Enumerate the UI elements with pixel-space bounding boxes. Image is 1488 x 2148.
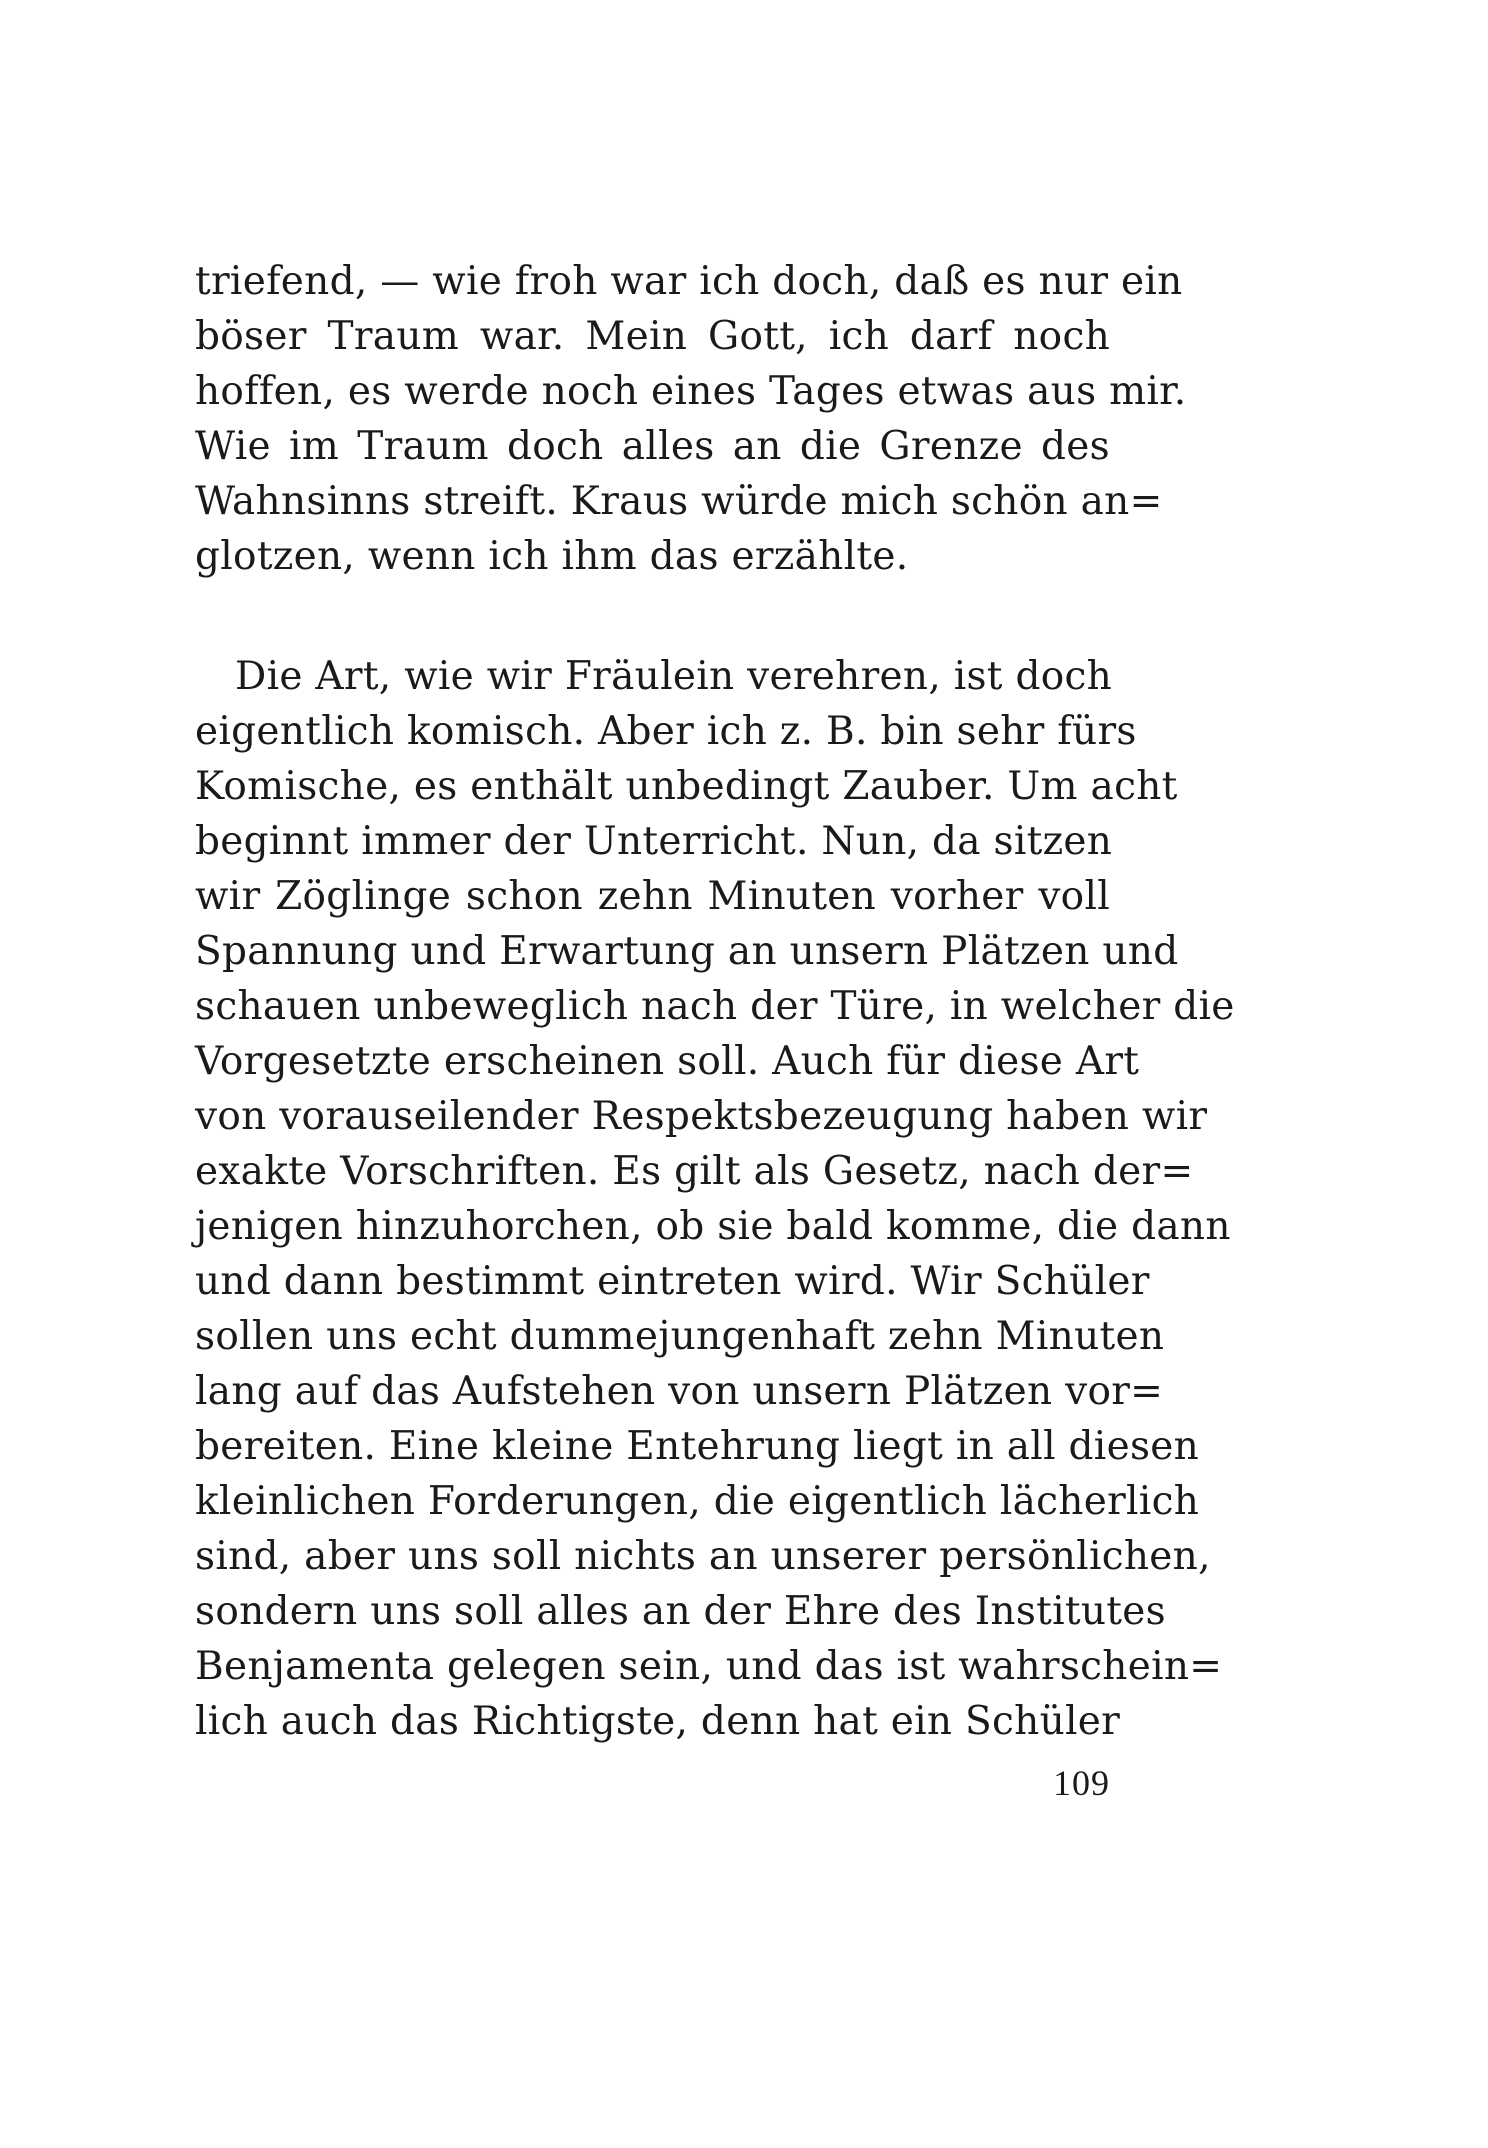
text-line: sondern uns soll alles an der Ehre des Institutes bbox=[195, 1589, 1166, 1634]
text-line: triefend, — wie froh war ich doch, daß es nur ein bbox=[195, 259, 1183, 304]
text-line: und dann bestimmt eintreten wird. Wir Schüler bbox=[195, 1259, 1150, 1304]
text-line: sind, aber uns soll nichts an unserer persönlichen, bbox=[195, 1534, 1211, 1579]
text-line: bereiten. Eine kleine Entehrung liegt in all diesen bbox=[195, 1424, 1200, 1469]
text-line: schauen unbeweglich nach der Türe, in welcher die bbox=[195, 984, 1235, 1029]
text-line: kleinlichen Forderungen, die eigentlich lächerlich bbox=[195, 1479, 1200, 1524]
text-line: wir Zöglinge schon zehn Minuten vorher voll bbox=[195, 874, 1110, 919]
text-line: jenigen hinzuhorchen, ob sie bald komme, die dann bbox=[195, 1204, 1231, 1249]
text-line: hoffen, es werde noch eines Tages etwas aus mir. bbox=[195, 369, 1187, 414]
text-line: Die Art, wie wir Fräulein verehren, ist doch bbox=[235, 654, 1113, 699]
text-line: glotzen, wenn ich ihm das erzählte. bbox=[195, 534, 909, 579]
text-line: lang auf das Aufstehen von unsern Plätzen vor= bbox=[195, 1369, 1164, 1414]
text-line: eigentlich komisch. Aber ich z. B. bin sehr fürs bbox=[195, 709, 1137, 754]
text-line: Spannung und Erwartung an unsern Plätzen und bbox=[195, 929, 1179, 974]
text-line: Vorgesetzte erscheinen soll. Auch für diese Art bbox=[195, 1039, 1140, 1084]
page-number: 109 bbox=[1053, 1763, 1110, 1803]
text-line: exakte Vorschriften. Es gilt als Gesetz, nach der= bbox=[195, 1149, 1194, 1194]
text-line: von vorauseilender Respektsbezeugung haben wir bbox=[195, 1094, 1208, 1139]
text-line: beginnt immer der Unterricht. Nun, da sitzen bbox=[195, 819, 1113, 864]
text-line: lich auch das Richtigste, denn hat ein Schüler bbox=[195, 1699, 1121, 1744]
text-line: Wahnsinns streift. Kraus würde mich schön an= bbox=[195, 479, 1163, 524]
text-line: Benjamenta gelegen sein, und das ist wahrschein= bbox=[195, 1644, 1223, 1689]
paragraph-2 bbox=[195, 649, 1235, 1749]
text-line: Wie im Traum doch alles an die Grenze des bbox=[195, 424, 1110, 469]
paragraph-1 bbox=[195, 254, 1187, 584]
text-line: Komische, es enthält unbedingt Zauber. Um acht bbox=[195, 764, 1178, 809]
text-line: sollen uns echt dummejungenhaft zehn Minuten bbox=[195, 1314, 1165, 1359]
text-line: böser Traum war. Mein Gott, ich darf noch bbox=[195, 314, 1110, 359]
